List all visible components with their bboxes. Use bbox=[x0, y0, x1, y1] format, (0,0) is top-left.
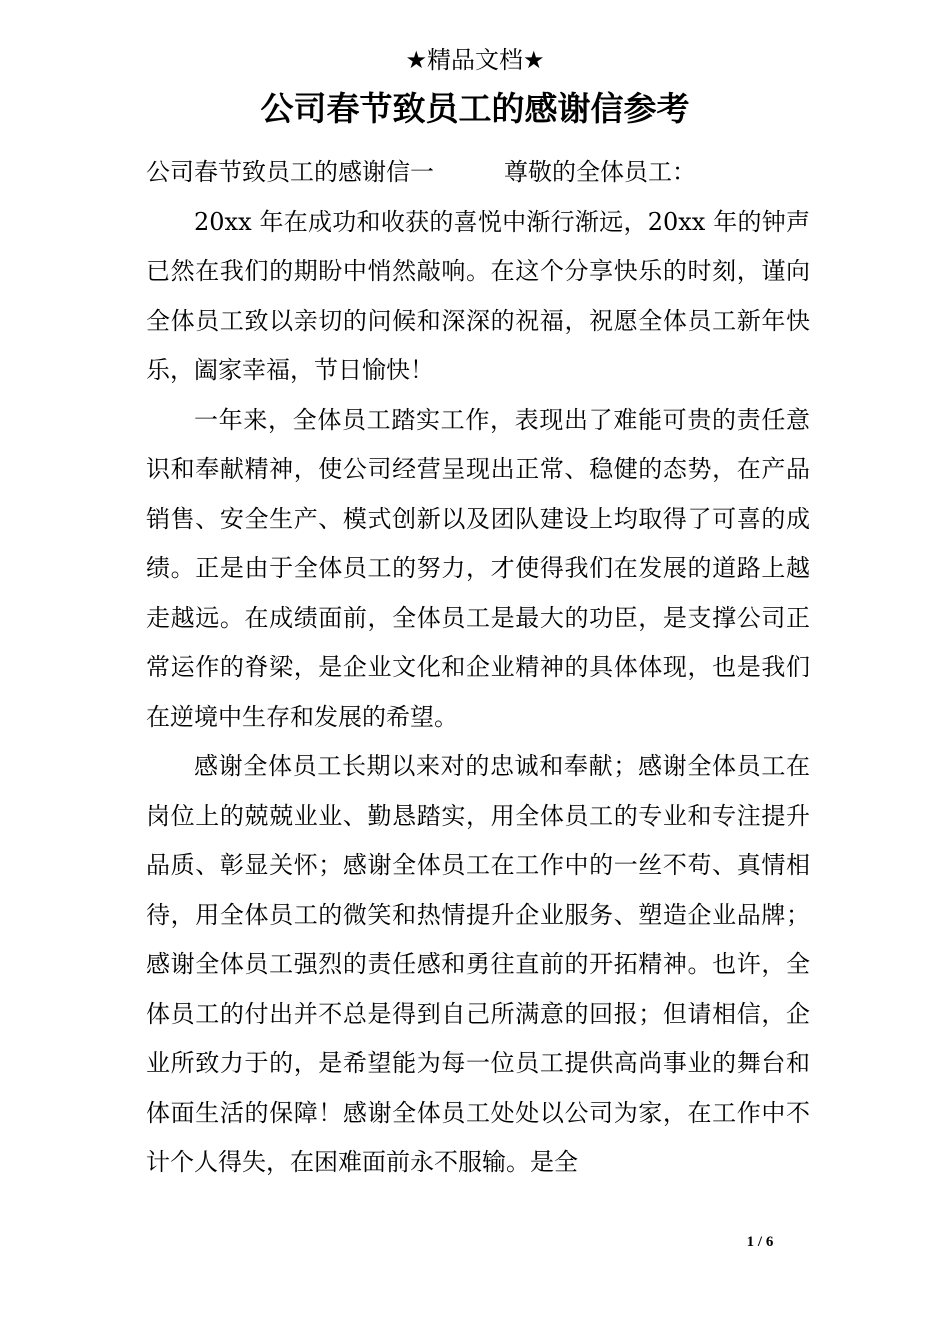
letter-subtitle: 公司春节致员工的感谢信一 bbox=[146, 158, 434, 186]
paragraph-3: 感谢全体员工长期以来对的忠诚和奉献；感谢全体员工在岗位上的兢兢业业、勤恳踏实，用全体员工的专业和专注提升品质、彰显关怀；感谢全体员工在工作中的一丝不苟、真情相待，用全体员工的微笑和热情提升企业服务、塑造企业品牌；感谢全体员工强烈的责任感和勇往直前的开拓精神。也许，全体员工的付出并不总是得到自己所满意的回报；但请相信，企业所致力于的，是希望能为每一位员工提供高尚事业的舞台和体面生活的保障！感谢全体员工处处以公司为家，在工作中不计个人得失，在困难面前永不服输。是全 bbox=[146, 752, 810, 1176]
document-title: 公司春节致员工的感谢信参考 bbox=[260, 89, 690, 128]
salutation: 尊敬的全体员工： bbox=[504, 158, 696, 186]
document-body bbox=[146, 148, 810, 1188]
paragraph-1: 20xx 年在成功和收获的喜悦中渐行渐远，20xx 年的钟声已然在我们的期盼中悄然敲响。在这个分享快乐的时刻，谨向全体员工致以亲切的问候和深深的祝福，祝愿全体员工新年快乐，阖家幸福，节日愉快！ bbox=[146, 207, 810, 384]
subtitle-line bbox=[146, 148, 810, 198]
paragraph-2: 一年来，全体员工踏实工作，表现出了难能可贵的责任意识和奉献精神，使公司经营呈现出正常、稳健的态势，在产品销售、安全生产、模式创新以及团队建设上均取得了可喜的成绩。正是由于全体员工的努力，才使得我们在发展的道路上越走越远。在成绩面前，全体员工是最大的功臣，是支撑公司正常运作的脊梁，是企业文化和企业精神的具体体现，也是我们在逆境中生存和发展的希望。 bbox=[146, 405, 810, 731]
page-number: 1 / 6 bbox=[746, 1234, 774, 1250]
header-banner: ★精品文档★ bbox=[405, 46, 545, 74]
